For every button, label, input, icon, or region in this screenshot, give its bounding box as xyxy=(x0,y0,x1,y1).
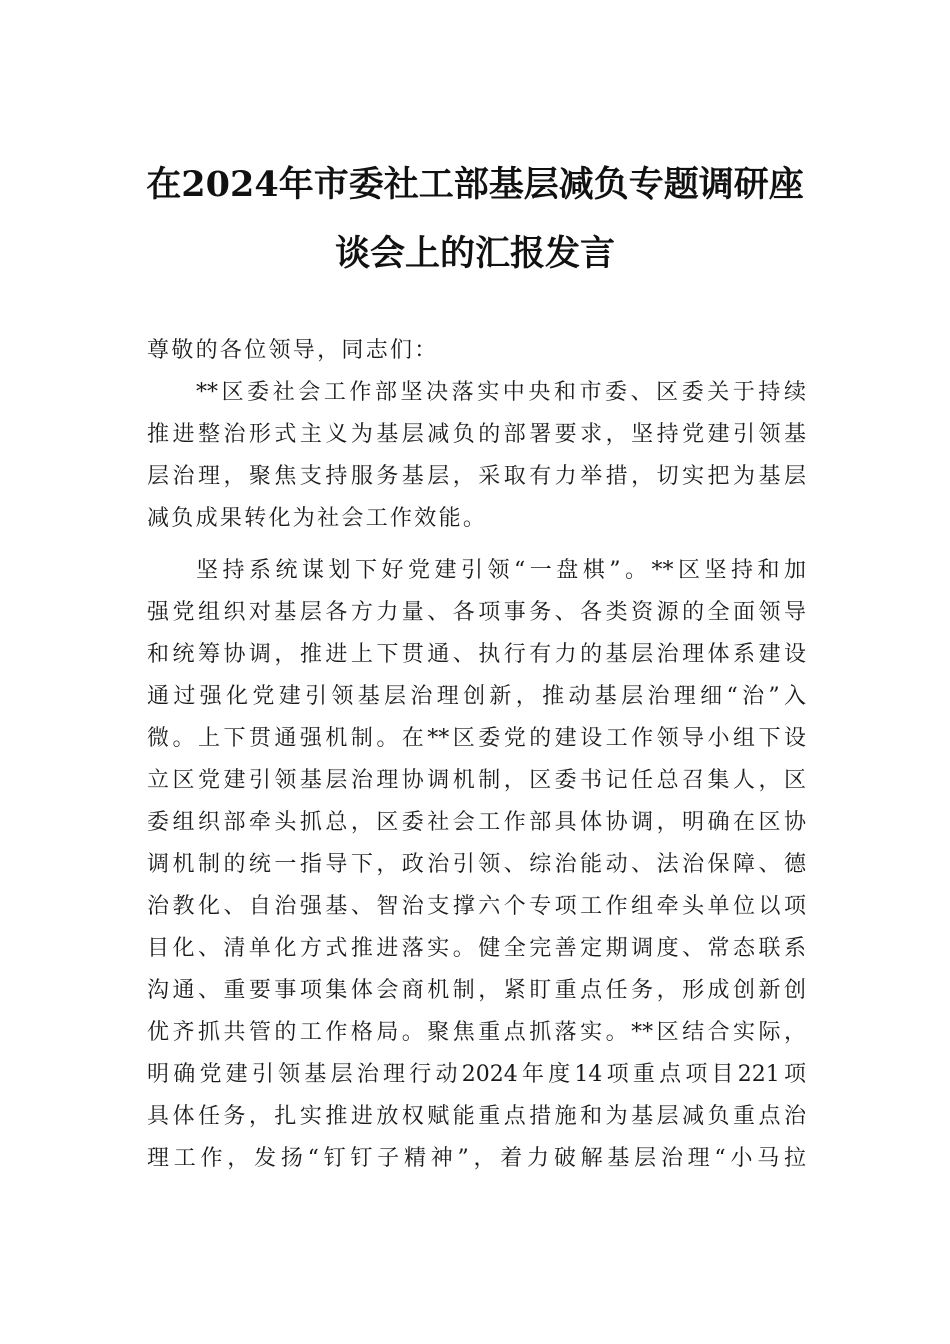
paragraph-line: 治教化、自治强基、智治支撑六个专项工作组牵头单位以项 xyxy=(147,894,806,919)
paragraph-line: 调机制的统一指导下，政治引领、综治能动、法治保障、德 xyxy=(147,852,806,877)
paragraph-line: **区委社会工作部坚决落实中央和市委、区委关于持续 xyxy=(196,380,806,405)
paragraph-line: 减负成果转化为社会工作效能。 xyxy=(147,506,488,531)
paragraph-line: 理工作，发扬“钉钉子精神”，着力破解基层治理“小马拉 xyxy=(147,1146,806,1171)
paragraph-line: 沟通、重要事项集体会商机制，紧盯重点任务，形成创新创 xyxy=(147,978,806,1003)
paragraph-line: 强党组织对基层各方力量、各项事务、各类资源的全面领导 xyxy=(147,600,806,625)
paragraph-line: 层治理，聚焦支持服务基层，采取有力举措，切实把为基层 xyxy=(147,464,806,489)
paragraph-line: 委组织部牵头抓总，区委社会工作部具体协调，明确在区协 xyxy=(147,810,806,835)
paragraph-line: 推进整治形式主义为基层减负的部署要求，坚持党建引领基 xyxy=(147,422,806,447)
paragraph-line: 优齐抓共管的工作格局。聚焦重点抓落实。**区结合实际， xyxy=(147,1020,806,1045)
document-title-line-1: 在2024年市委社工部基层减负专题调研座 xyxy=(146,164,804,205)
paragraph-line: 坚持系统谋划下好党建引领“一盘棋”。**区坚持和加 xyxy=(196,558,806,583)
paragraph-line: 目化、清单化方式推进落实。健全完善定期调度、常态联系 xyxy=(147,936,806,961)
paragraph-line: 微。上下贯通强机制。在**区委党的建设工作领导小组下设 xyxy=(147,726,806,751)
document-title-line-2: 谈会上的汇报发言 xyxy=(334,233,615,274)
paragraph-line: 明确党建引领基层治理行动2024年度14项重点项目221项 xyxy=(147,1062,806,1087)
greeting: 尊敬的各位领导，同志们： xyxy=(147,338,439,363)
paragraph-line: 通过强化党建引领基层治理创新，推动基层治理细“治”入 xyxy=(147,684,806,709)
paragraph-line: 具体任务，扎实推进放权赋能重点措施和为基层减负重点治 xyxy=(147,1104,806,1129)
paragraph-line: 立区党建引领基层治理协调机制，区委书记任总召集人，区 xyxy=(147,768,806,793)
paragraph-line: 和统筹协调，推进上下贯通、执行有力的基层治理体系建设 xyxy=(147,642,806,667)
